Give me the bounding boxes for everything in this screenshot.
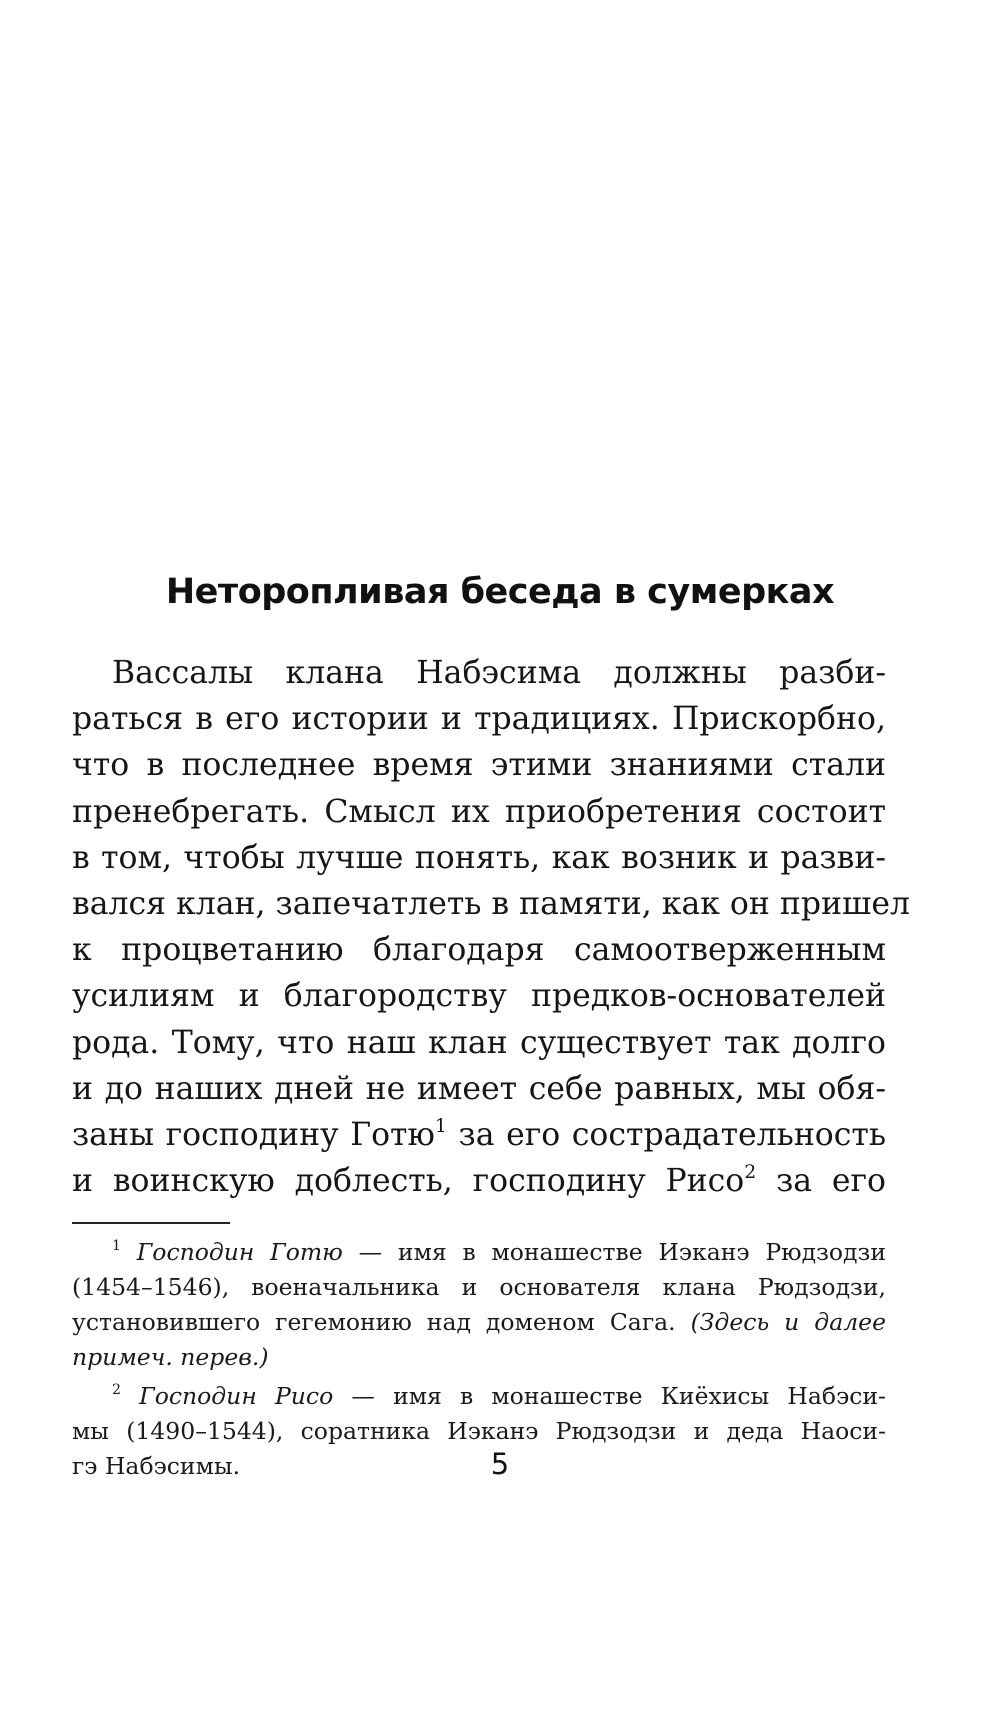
text-fragment: установившего гегемонию над доменом Сага. (72, 1308, 691, 1336)
text-line: в том, чтобы лучше понять, как возник и разви- (72, 839, 886, 876)
text-line: вался клан, запечатлеть в памяти, как он пришел (72, 885, 910, 922)
footnote-marker-2: 2 (112, 1382, 121, 1399)
footnote-1-line: (1454–1546), военачальника и основателя клана Рюдзодзи, (72, 1273, 886, 1301)
text-line: пренебрегать. Смысл их приобретения состоит (72, 793, 886, 830)
text-fragment: и воинскую доблесть, господину Рисо (72, 1163, 745, 1200)
footnote-term: Господин Готю (136, 1238, 343, 1266)
chapter-title: Неторопливая беседа в сумерках (165, 572, 835, 612)
footnote-ref-1: 1 (434, 1114, 447, 1137)
footnote-marker-1: 1 (112, 1238, 121, 1255)
text-fragment: — имя в монашестве Иэканэ Рюдзодзи (342, 1238, 886, 1266)
text-fragment: заны господину Готю (72, 1116, 435, 1153)
text-fragment: за его (756, 1163, 886, 1200)
main-text (72, 650, 910, 1204)
footnote-1-line: примеч. перев.) (72, 1343, 269, 1371)
footnote-2-line (72, 1379, 886, 1414)
text-fragment: за его сострадательность (446, 1116, 886, 1153)
footnote-ref-2: 2 (744, 1160, 757, 1183)
footnote-divider (72, 1222, 230, 1224)
text-line: Вассалы клана Набэсима должны разби- (112, 655, 886, 691)
text-line: к процветанию благодаря самоотверженным (72, 932, 886, 969)
footnote-1-line (72, 1235, 886, 1270)
translator-note: (Здесь и далее (690, 1308, 886, 1336)
footnote-2-line: мы (1490–1544), соратника Иэканэ Рюдзодзи и деда Наоси- (72, 1417, 886, 1445)
footnote-2-line: гэ Набэсимы. (72, 1452, 241, 1480)
text-line: что в последнее время этими знаниями стали (72, 747, 886, 784)
text-fragment: — имя в монашестве Киёхисы Набэси- (333, 1382, 886, 1410)
text-line: усилиям и благородству предков-основателей (72, 978, 886, 1015)
footnote-term: Господин Рисо (139, 1382, 334, 1410)
text-line: раться в его истории и традициях. Прискорбно, (72, 701, 886, 738)
page-number: 5 (490, 1447, 510, 1481)
text-line: рода. Тому, что наш клан существует так долго (72, 1024, 886, 1061)
text-line (72, 1112, 886, 1158)
text-line (72, 1158, 886, 1204)
text-line: и до наших дней не имеет себе равных, мы обя- (72, 1070, 886, 1107)
footnote-1-line (72, 1305, 886, 1340)
